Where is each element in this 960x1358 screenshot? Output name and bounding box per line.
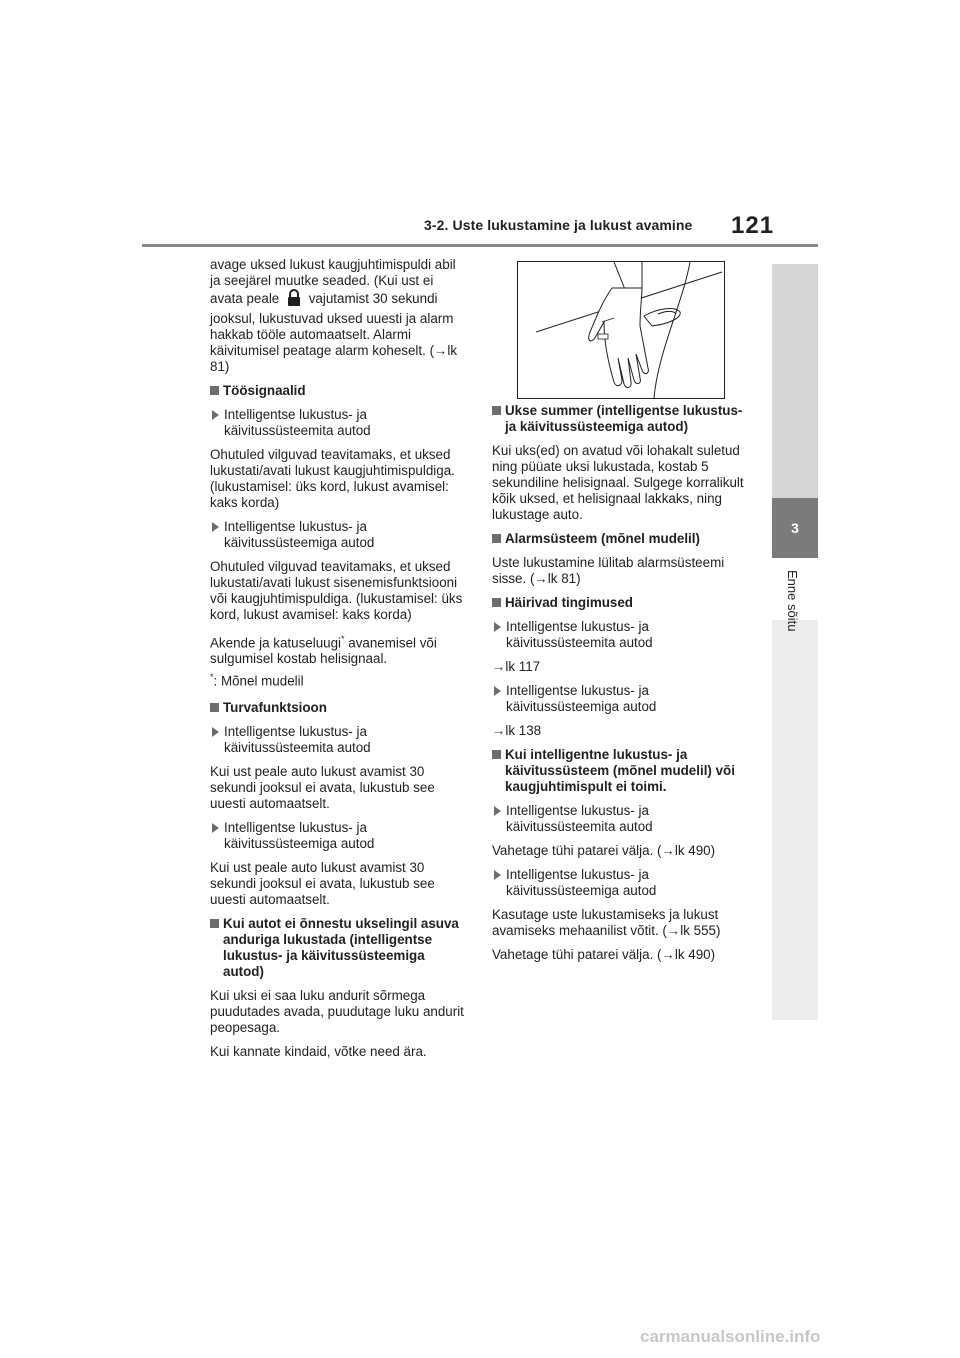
bullet-item: Intelligentse lukustus- ja käivitussüsteemiga autod	[492, 683, 748, 715]
bullet-item: Intelligentse lukustus- ja käivitussüsteemiga autod	[210, 519, 466, 551]
paragraph: Uste lukustamine lülitab alarmsüsteemi sisse. (→lk 81)	[492, 555, 725, 586]
square-bullet-icon	[210, 703, 219, 712]
paragraph: Vahetage tühi patarei välja. (→lk 490)	[492, 947, 716, 962]
intro-text-1: avage uksed lukust kaugjuhtimispuldi abil ja seejärel muutke seaded. (Kui ust ei avata peale	[210, 257, 456, 306]
section-title: 3-2. Uste lukustamine ja lukust avamine	[424, 217, 693, 233]
bullet-item: Intelligentse lukustus- ja käivitussüsteemita autod	[210, 724, 466, 756]
page-reference: →lk 117	[492, 659, 541, 674]
header-rule	[142, 244, 818, 247]
square-bullet-icon	[210, 919, 219, 928]
triangle-bullet-icon	[212, 522, 219, 532]
side-tab-top	[772, 264, 818, 498]
triangle-bullet-icon	[494, 806, 501, 816]
paragraph: Kui uksi ei saa luku andurit sõrmega puudutades avada, puudutage luku andurit peopesaga.	[210, 987, 464, 1035]
heading-kui-intelligentne: Kui intelligentne lukustus- ja käivitussüsteem (mõnel mudelil) või kaugjuhtimispult ei toimi.	[492, 747, 748, 795]
page-number: 121	[731, 212, 775, 239]
paragraph: Kasutage uste lukustamiseks ja lukust avamiseks mehaanilist võtit. (→lk 555)	[492, 907, 721, 938]
square-bullet-icon	[492, 534, 501, 543]
right-column	[492, 403, 748, 971]
paragraph: Ohutuled vilguvad teavitamaks, et uksed lukustati/avati lukust sisenemisfunktsiooni või kaugjuhtimispuldiga. (lukustamisel: üks kord, lukust avamisel: kaks korda)	[210, 559, 463, 622]
lock-icon	[286, 289, 302, 311]
chapter-title: Enne sõitu	[785, 570, 800, 632]
bullet-item: Intelligentse lukustus- ja käivitussüsteemita autod	[210, 407, 466, 439]
triangle-bullet-icon	[212, 727, 219, 737]
triangle-bullet-icon	[212, 823, 219, 833]
left-column	[210, 257, 466, 1068]
intro-text-2: vajutamist 30 sekundi jooksul, lukustuvad uksed uuesti ja alarm hakkab tööle automaatselt.	[210, 291, 454, 342]
triangle-bullet-icon	[494, 686, 501, 696]
bullet-item: Intelligentse lukustus- ja käivitussüsteemiga autod	[210, 820, 466, 852]
triangle-bullet-icon	[212, 410, 219, 420]
heading-alarmsusteem: Alarmsüsteem (mõnel mudelil)	[492, 531, 748, 547]
heading-ukse-summer: Ukse summer (intelligentse lukustus- ja käivitussüsteemiga autod)	[492, 403, 748, 435]
square-bullet-icon	[492, 750, 501, 759]
paragraph: Kui ust peale auto lukust avamist 30 sekundi jooksul ei avata, lukustub see uuesti automaatselt.	[210, 859, 435, 907]
intro-text-3: Alarmi käivitumisel peatage alarm koheselt. (→lk 81)	[210, 327, 458, 374]
hand-on-door-handle-illustration	[517, 261, 725, 399]
heading-hairivad-tingimused: Häirivad tingimused	[492, 595, 748, 611]
triangle-bullet-icon	[494, 870, 501, 880]
chapter-number: 3	[772, 498, 818, 558]
side-tab-bottom	[772, 620, 818, 1020]
paragraph: Vahetage tühi patarei välja. (→lk 490)	[492, 843, 716, 858]
bullet-item: Intelligentse lukustus- ja käivitussüsteemita autod	[492, 803, 748, 835]
bullet-item: Intelligentse lukustus- ja käivitussüsteemita autod	[492, 619, 748, 651]
page-reference: →lk 138	[492, 723, 542, 738]
paragraph-signal: Akende ja katuseluugi* avanemisel või sulgumisel kostab helisignaal.	[210, 634, 437, 667]
heading-turvafunktsioon: Turvafunktsioon	[210, 700, 466, 716]
paragraph: Kui uks(ed) on avatud või lohakalt suletud ning püüate uksi lukustada, kostab 5 sekundiline helisignaal. Sulgege korralikult kõik uksed, et helisignaal lakkaks, ning lukustage auto.	[492, 443, 744, 522]
triangle-bullet-icon	[494, 622, 501, 632]
heading-toosignaalid: Töösignaalid	[210, 383, 466, 399]
square-bullet-icon	[492, 598, 501, 607]
square-bullet-icon	[210, 386, 219, 395]
heading-kui-autot: Kui autot ei õnnestu ukselingil asuva anduriga lukustada (intelligentse lukustus- ja käivitussüsteemiga autod)	[210, 916, 466, 980]
footnote: *: Mõnel mudelil	[210, 672, 304, 689]
paragraph: Ohutuled vilguvad teavitamaks, et uksed lukustati/avati lukust kaugjuhtimispuldiga. (lukustamisel: üks kord, lukust avamisel: kaks korda)	[210, 447, 455, 510]
intro-paragraph	[210, 257, 466, 375]
square-bullet-icon	[492, 406, 501, 415]
bullet-item: Intelligentse lukustus- ja käivitussüsteemiga autod	[492, 867, 748, 899]
paragraph: Kui ust peale auto lukust avamist 30 sekundi jooksul ei avata, lukustub see uuesti automaatselt.	[210, 763, 435, 811]
paragraph: Kui kannate kindaid, võtke need ära.	[210, 1043, 427, 1059]
watermark: carmanualsonline.info	[640, 1327, 821, 1346]
